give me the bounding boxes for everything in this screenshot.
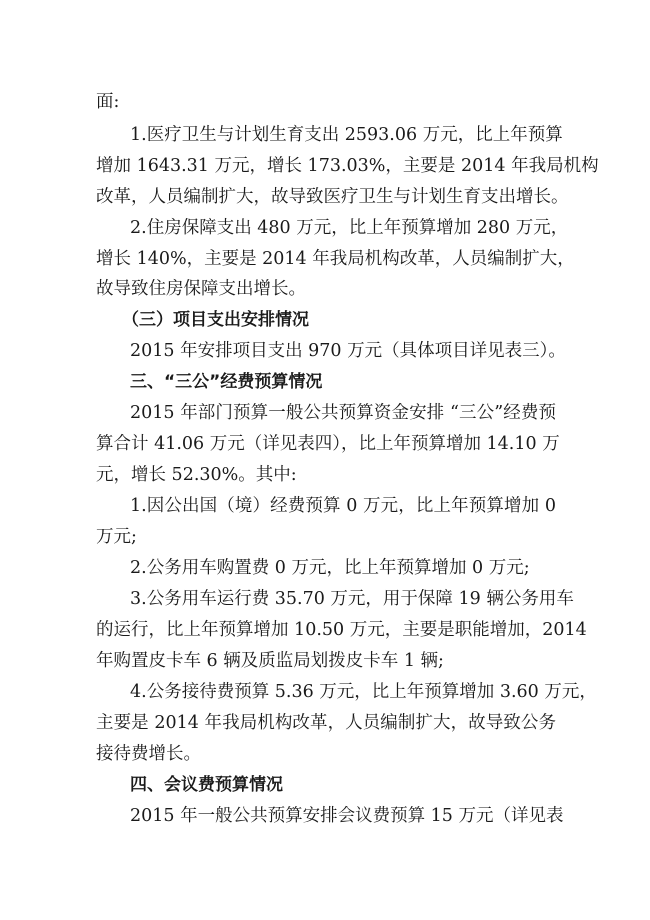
text-line: 面: xyxy=(96,92,120,112)
text-line: 2015 年一般公共预算安排会议费预算 15 万元（详见表 xyxy=(130,806,564,826)
text-line: 增加 1643.31 万元，增长 173.03%，主要是 2014 年我局机构 xyxy=(96,156,599,176)
text-line: 1.因公出国（境）经费预算 0 万元，比上年预算增加 0 xyxy=(130,496,556,516)
text-line: 主要是 2014 年我局机构改革，人员编制扩大，故导致公务 xyxy=(96,713,556,733)
section-heading: （三）项目支出安排情况 xyxy=(122,310,309,330)
text-line: 增长 140%，主要是 2014 年我局机构改革，人员编制扩大， xyxy=(96,249,575,269)
section-heading: 三、“三公”经费预算情况 xyxy=(130,372,323,392)
text-line: 接待费增长。 xyxy=(96,744,201,764)
text-line: 万元; xyxy=(96,527,137,547)
text-line: 元，增长 52.30%。其中: xyxy=(96,465,297,485)
text-line: 3.公务用车运行费 35.70 万元，用于保障 19 辆公务用车 xyxy=(130,589,574,609)
text-line: 算合计 41.06 万元（详见表四），比上年预算增加 14.10 万 xyxy=(96,434,560,454)
text-line: 2015 年部门预算一般公共预算资金安排 “三公”经费预 xyxy=(130,403,556,423)
text-line: 改革，人员编制扩大，故导致医疗卫生与计划生育支出增长。 xyxy=(96,187,569,207)
text-line: 故导致住房保障支出增长。 xyxy=(96,279,306,299)
text-line: 2015 年安排项目支出 970 万元（具体项目详见表三）。 xyxy=(130,341,566,361)
text-line: 1.医疗卫生与计划生育支出 2593.06 万元，比上年预算 xyxy=(130,125,563,145)
text-line: 2.住房保障支出 480 万元，比上年预算增加 280 万元， xyxy=(130,218,569,238)
text-line: 年购置皮卡车 6 辆及质监局划拨皮卡车 1 辆; xyxy=(96,651,444,671)
section-heading: 四、会议费预算情况 xyxy=(130,775,283,795)
text-line: 的运行，比上年预算增加 10.50 万元，主要是职能增加，2014 xyxy=(96,620,587,640)
text-line: 4.公务接待费预算 5.36 万元，比上年预算增加 3.60 万元， xyxy=(130,682,597,702)
text-line: 2.公务用车购置费 0 万元，比上年预算增加 0 万元; xyxy=(130,558,530,578)
